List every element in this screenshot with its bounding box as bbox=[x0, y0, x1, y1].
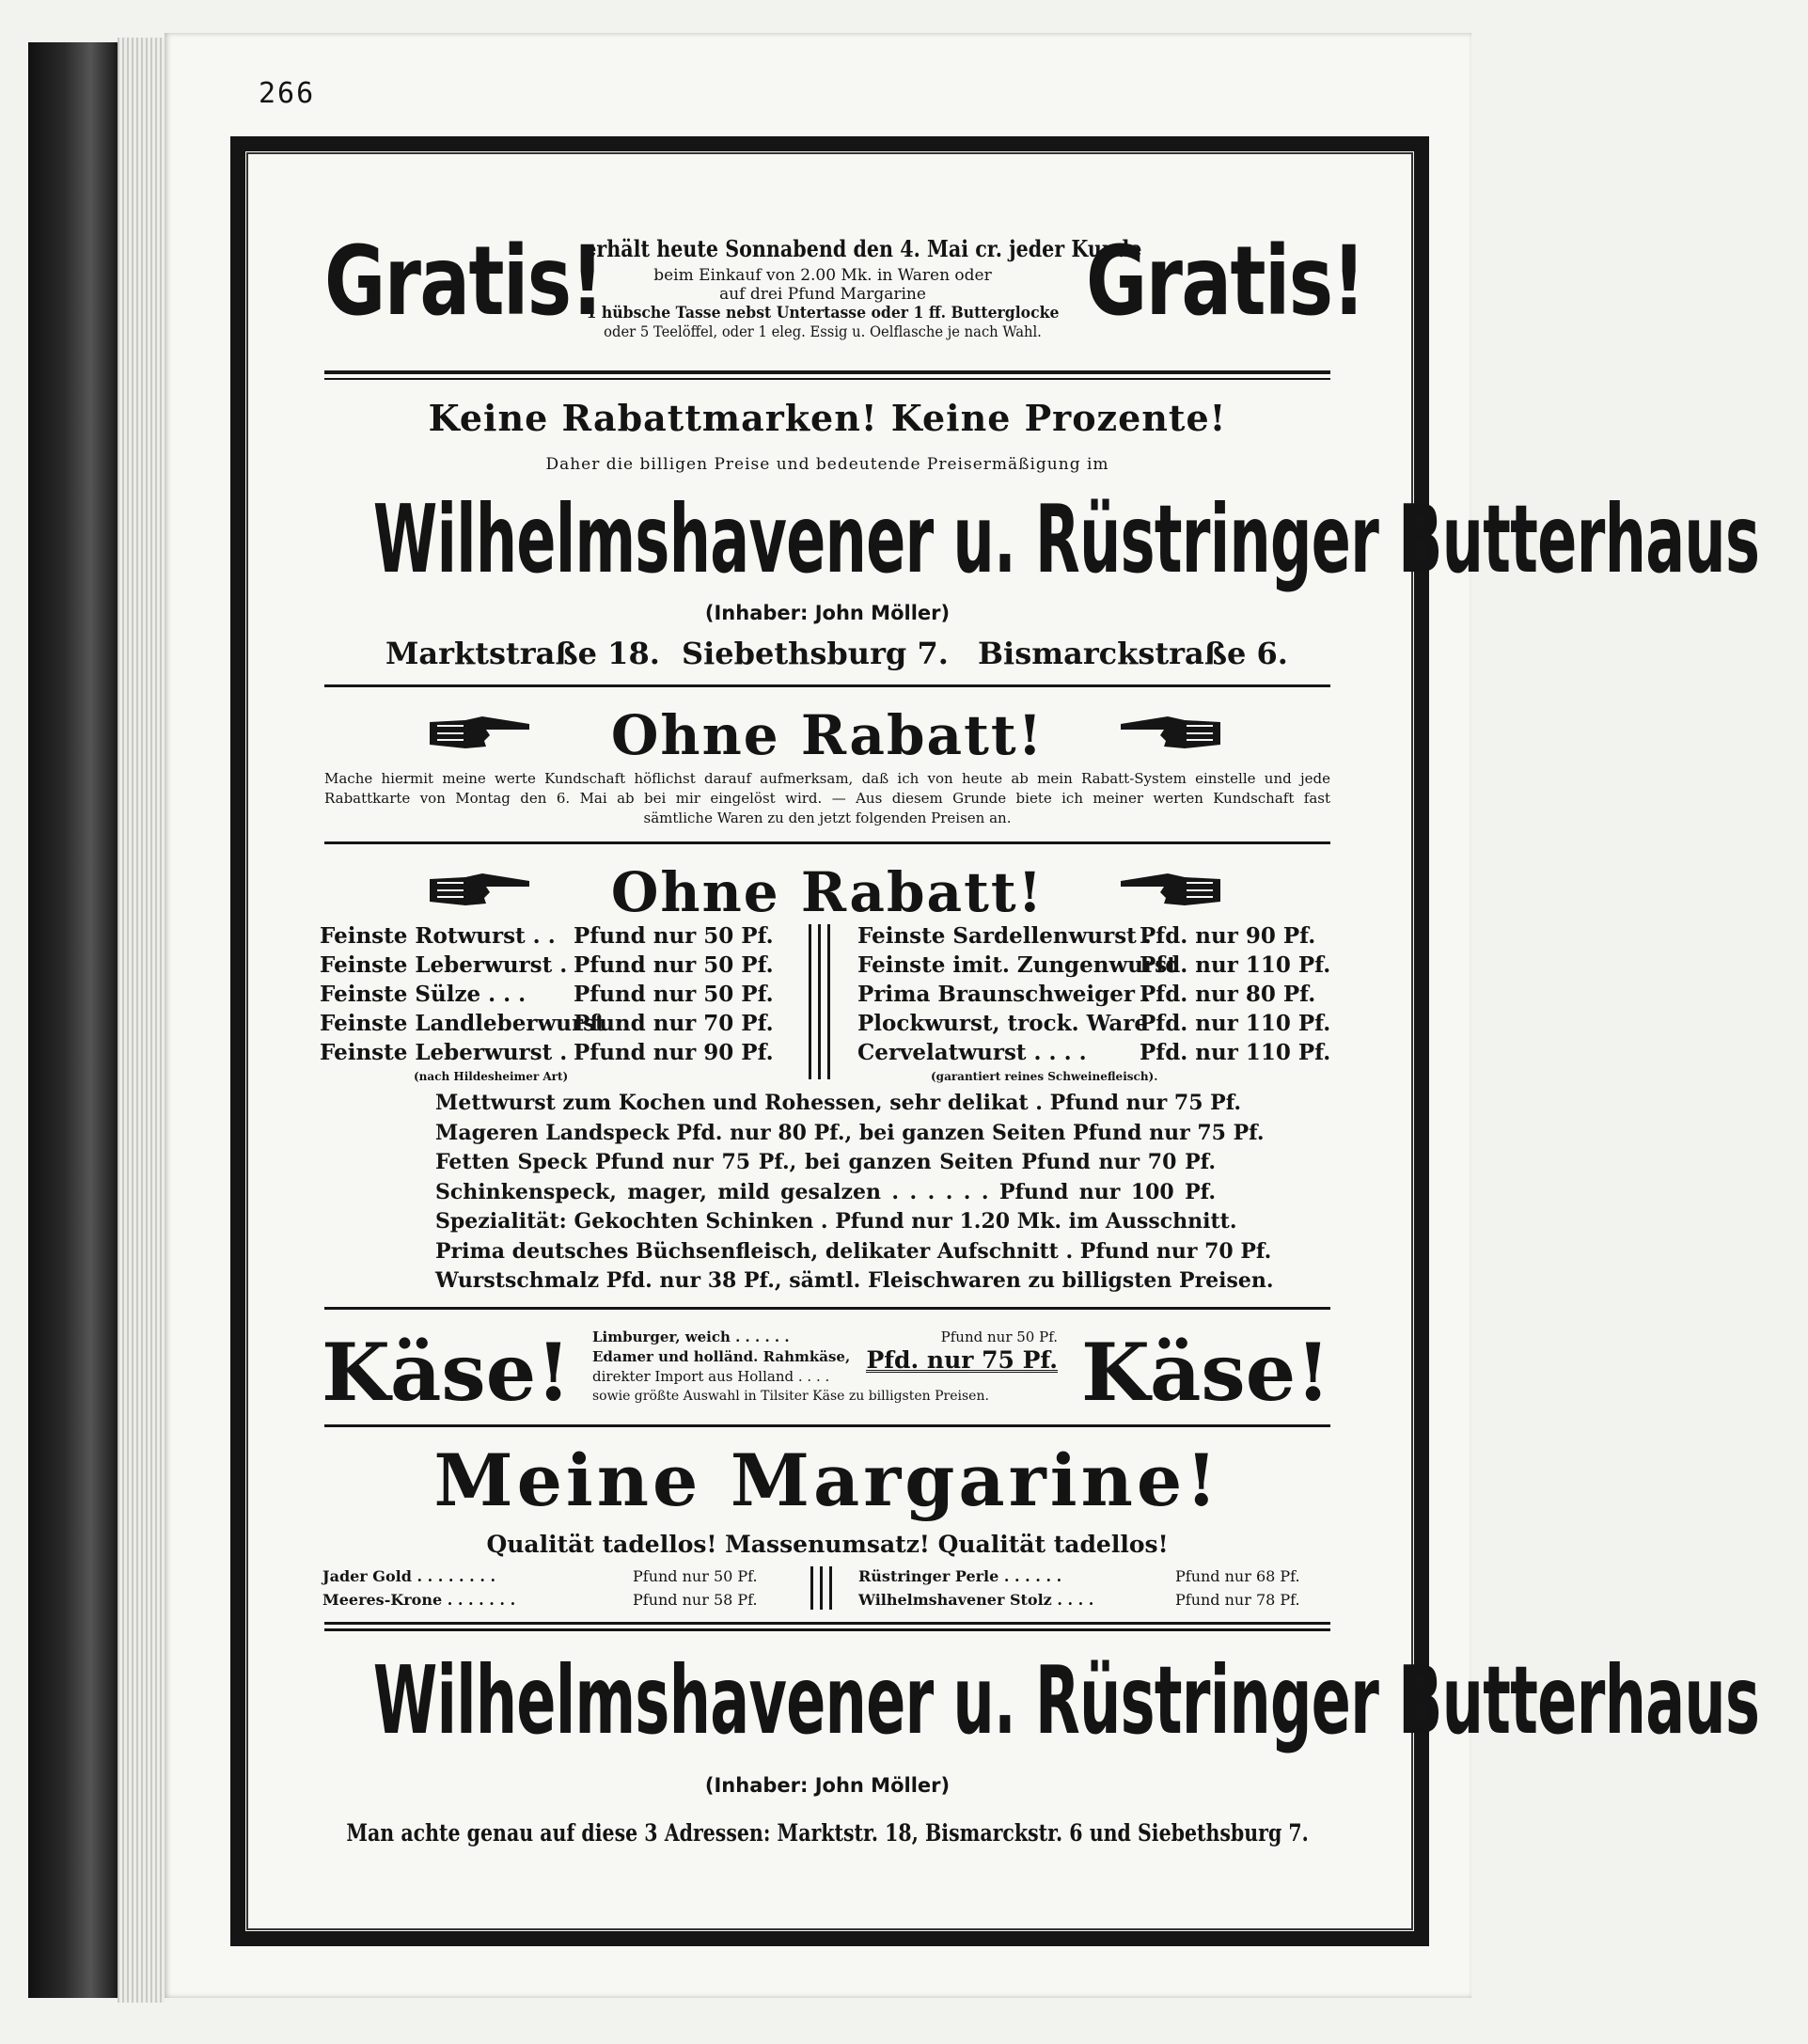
gratis-right: Gratis! bbox=[1086, 226, 1365, 338]
margarine-title: Meine Margarine! bbox=[433, 1439, 1221, 1522]
list-item: Feinste Landleberwurst Pfund nur 70 Pf. bbox=[320, 1011, 774, 1036]
store-owner-bottom: (Inhaber: John Möller) bbox=[704, 1774, 951, 1797]
divider bbox=[324, 1307, 1330, 1310]
column-divider bbox=[827, 924, 830, 1079]
book-spine bbox=[28, 42, 118, 1998]
gratis-left: Gratis! bbox=[324, 226, 604, 338]
notice-line2: Rabattkarte von Montag den 6. Mai ab bei mir eingelöst wird. — Aus diesem Grunde biete ich meiner werten Kundschaft fast bbox=[324, 790, 1330, 807]
ohne-rabatt-heading-2: Ohne Rabatt! bbox=[610, 860, 1045, 924]
divider bbox=[324, 370, 1330, 374]
kaese-limburger: Limburger, weich . . . . . . bbox=[592, 1329, 790, 1345]
list-item: Meeres-Krone . . . . . . . Pfund nur 58 Pf. bbox=[322, 1591, 758, 1609]
list-item: Feinste Leberwurst . Pfund nur 90 Pf. bbox=[320, 1040, 774, 1065]
kaese-edamer: Edamer und holländ. Rahmkäse, bbox=[592, 1348, 851, 1365]
kaese-left: Käse! bbox=[322, 1326, 572, 1419]
list-item: Prima deutsches Büchsenfleisch, delikater Aufschnitt . Pfund nur 70 Pf. bbox=[435, 1238, 1272, 1264]
list-item: Mageren Landspeck Pfd. nur 80 Pf., bei ganzen Seiten Pfund nur 75 Pf. bbox=[435, 1120, 1265, 1145]
list-item: Feinste imit. Zungenwurst Pfd. nur 110 Pf. bbox=[857, 952, 1331, 978]
column-divider bbox=[818, 924, 821, 1079]
margarine-right-list bbox=[858, 1564, 1333, 1612]
column-divider bbox=[810, 1566, 813, 1610]
notice bbox=[324, 769, 1330, 828]
list-item: Prima Braunschweiger . Pfd. nur 80 Pf. bbox=[857, 982, 1316, 1007]
address-2: Siebethsburg 7. bbox=[682, 636, 949, 671]
store-name-top: Wilhelmshavener u. Rüstringer Butterhaus bbox=[372, 484, 1760, 594]
gratis-line1: erhält heute Sonnabend den 4. Mai cr. jeder Kunde bbox=[584, 235, 1142, 262]
store-name-bottom-wrap bbox=[324, 1645, 1760, 1758]
store-name-bottom: Wilhelmshavener u. Rüstringer Butterhaus bbox=[372, 1645, 1760, 1755]
center-price-list bbox=[435, 1089, 1274, 1297]
divider bbox=[324, 1628, 1330, 1631]
page-number: 266 bbox=[259, 77, 316, 110]
column-divider bbox=[829, 1566, 832, 1610]
divider bbox=[324, 1622, 1330, 1625]
left-price-list bbox=[320, 923, 790, 1083]
pointing-hand-right-icon bbox=[428, 713, 531, 750]
list-item: Plockwurst, trock. Ware Pfd. nur 110 Pf. bbox=[857, 1011, 1331, 1036]
column-divider bbox=[820, 1566, 823, 1610]
kaese-offer bbox=[592, 1328, 1058, 1407]
footer-addresses: Man achte genau auf diese 3 Adressen: Marktstr. 18, Bismarckstr. 6 und Siebethsburg 7. bbox=[346, 1819, 1309, 1847]
list-item: Wilhelmshavener Stolz . . . . Pfund nur 78 Pf. bbox=[858, 1591, 1300, 1609]
gratis-line3: auf drei Pfund Margarine bbox=[719, 285, 926, 304]
store-owner-top: (Inhaber: John Möller) bbox=[704, 602, 951, 624]
column-divider bbox=[809, 924, 811, 1079]
notice-line3: sämtliche Waren zu den jetzt folgenden Preisen an. bbox=[643, 810, 1012, 826]
gratis-offer bbox=[583, 235, 1142, 340]
list-item: Wurstschmalz Pfd. nur 38 Pf., sämtl. Fleischwaren zu billigsten Preisen. bbox=[435, 1268, 1274, 1293]
margarine-slogan: Qualität tadellos! Massenumsatz! Qualität tadellos! bbox=[486, 1531, 1169, 1558]
divider bbox=[324, 1424, 1330, 1427]
list-item: Feinste Rotwurst . . Pfund nur 50 Pf. bbox=[320, 923, 774, 949]
gratis-line2: beim Einkauf von 2.00 Mk. in Waren oder bbox=[653, 266, 992, 285]
list-item: Feinste Sardellenwurst . Pfd. nur 90 Pf. bbox=[857, 923, 1316, 949]
list-item: Spezialität: Gekochten Schinken . Pfund nur 1.20 Mk. im Ausschnitt. bbox=[435, 1209, 1237, 1234]
list-item: Feinste Sülze . . . Pfund nur 50 Pf. bbox=[320, 982, 774, 1007]
list-item: Fetten Speck Pfund nur 75 Pf., bei ganzen Seiten Pfund nur 70 Pf. bbox=[435, 1150, 1216, 1174]
kaese-edamer-price: Pfd. nur 75 Pf. bbox=[866, 1346, 1058, 1374]
kaese-right: Käse! bbox=[1081, 1326, 1331, 1419]
footer-wrap bbox=[324, 1819, 1330, 1847]
kaese-import: direkter Import aus Holland . . . . bbox=[592, 1368, 830, 1385]
ohne-rabatt-heading-1: Ohne Rabatt! bbox=[610, 703, 1045, 767]
address-3: Bismarckstraße 6. bbox=[978, 636, 1288, 671]
subline: Daher die billigen Preise und bedeutende Preisermäßigung im bbox=[545, 455, 1109, 474]
page-edges bbox=[118, 38, 165, 2003]
pointing-hand-left-icon bbox=[1119, 870, 1222, 907]
list-item: Schinkenspeck, mager, mild gesalzen . . . . . . Pfund nur 100 Pf. bbox=[435, 1179, 1216, 1204]
kaese-limburger-price: Pfund nur 50 Pf. bbox=[940, 1329, 1058, 1345]
margarine-left-list bbox=[322, 1564, 793, 1612]
list-item: Mettwurst zum Kochen und Rohessen, sehr delikat . Pfund nur 75 Pf. bbox=[435, 1091, 1242, 1115]
list-item: Cervelatwurst . . . . Pfd. nur 110 Pf. bbox=[857, 1040, 1331, 1065]
pointing-hand-right-icon bbox=[428, 870, 531, 907]
store-name-top-wrap bbox=[324, 484, 1760, 597]
left-price-note: (nach Hildesheimer Art) bbox=[414, 1070, 569, 1083]
gratis-line5: oder 5 Teelöffel, oder 1 eleg. Essig u. Oelflasche je nach Wahl. bbox=[604, 322, 1042, 340]
list-item: Feinste Leberwurst . Pfund nur 50 Pf. bbox=[320, 952, 774, 978]
kaese-tilsiter: sowie größte Auswahl in Tilsiter Käse zu billigsten Preisen. bbox=[592, 1389, 989, 1404]
gratis-line4: 1 hübsche Tasse nebst Untertasse oder 1 ff. Butterglocke bbox=[586, 304, 1060, 322]
list-item: Rüstringer Perle . . . . . . Pfund nur 68 Pf. bbox=[858, 1567, 1300, 1585]
right-price-note: (garantiert reines Schweinefleisch). bbox=[931, 1070, 1158, 1083]
notice-line1: Mache hiermit meine werte Kundschaft höflichst darauf aufmerksam, daß ich von heute ab mein Rabatt-System einstelle und jede bbox=[324, 770, 1330, 787]
list-item: Jader Gold . . . . . . . . Pfund nur 50 Pf. bbox=[322, 1567, 758, 1585]
divider bbox=[324, 378, 1330, 380]
pointing-hand-left-icon bbox=[1119, 713, 1222, 750]
divider bbox=[324, 684, 1330, 687]
address-1: Marktstraße 18. bbox=[385, 636, 660, 671]
right-price-list bbox=[857, 923, 1337, 1083]
divider bbox=[324, 841, 1330, 844]
headline: Keine Rabattmarken! Keine Prozente! bbox=[428, 397, 1227, 439]
